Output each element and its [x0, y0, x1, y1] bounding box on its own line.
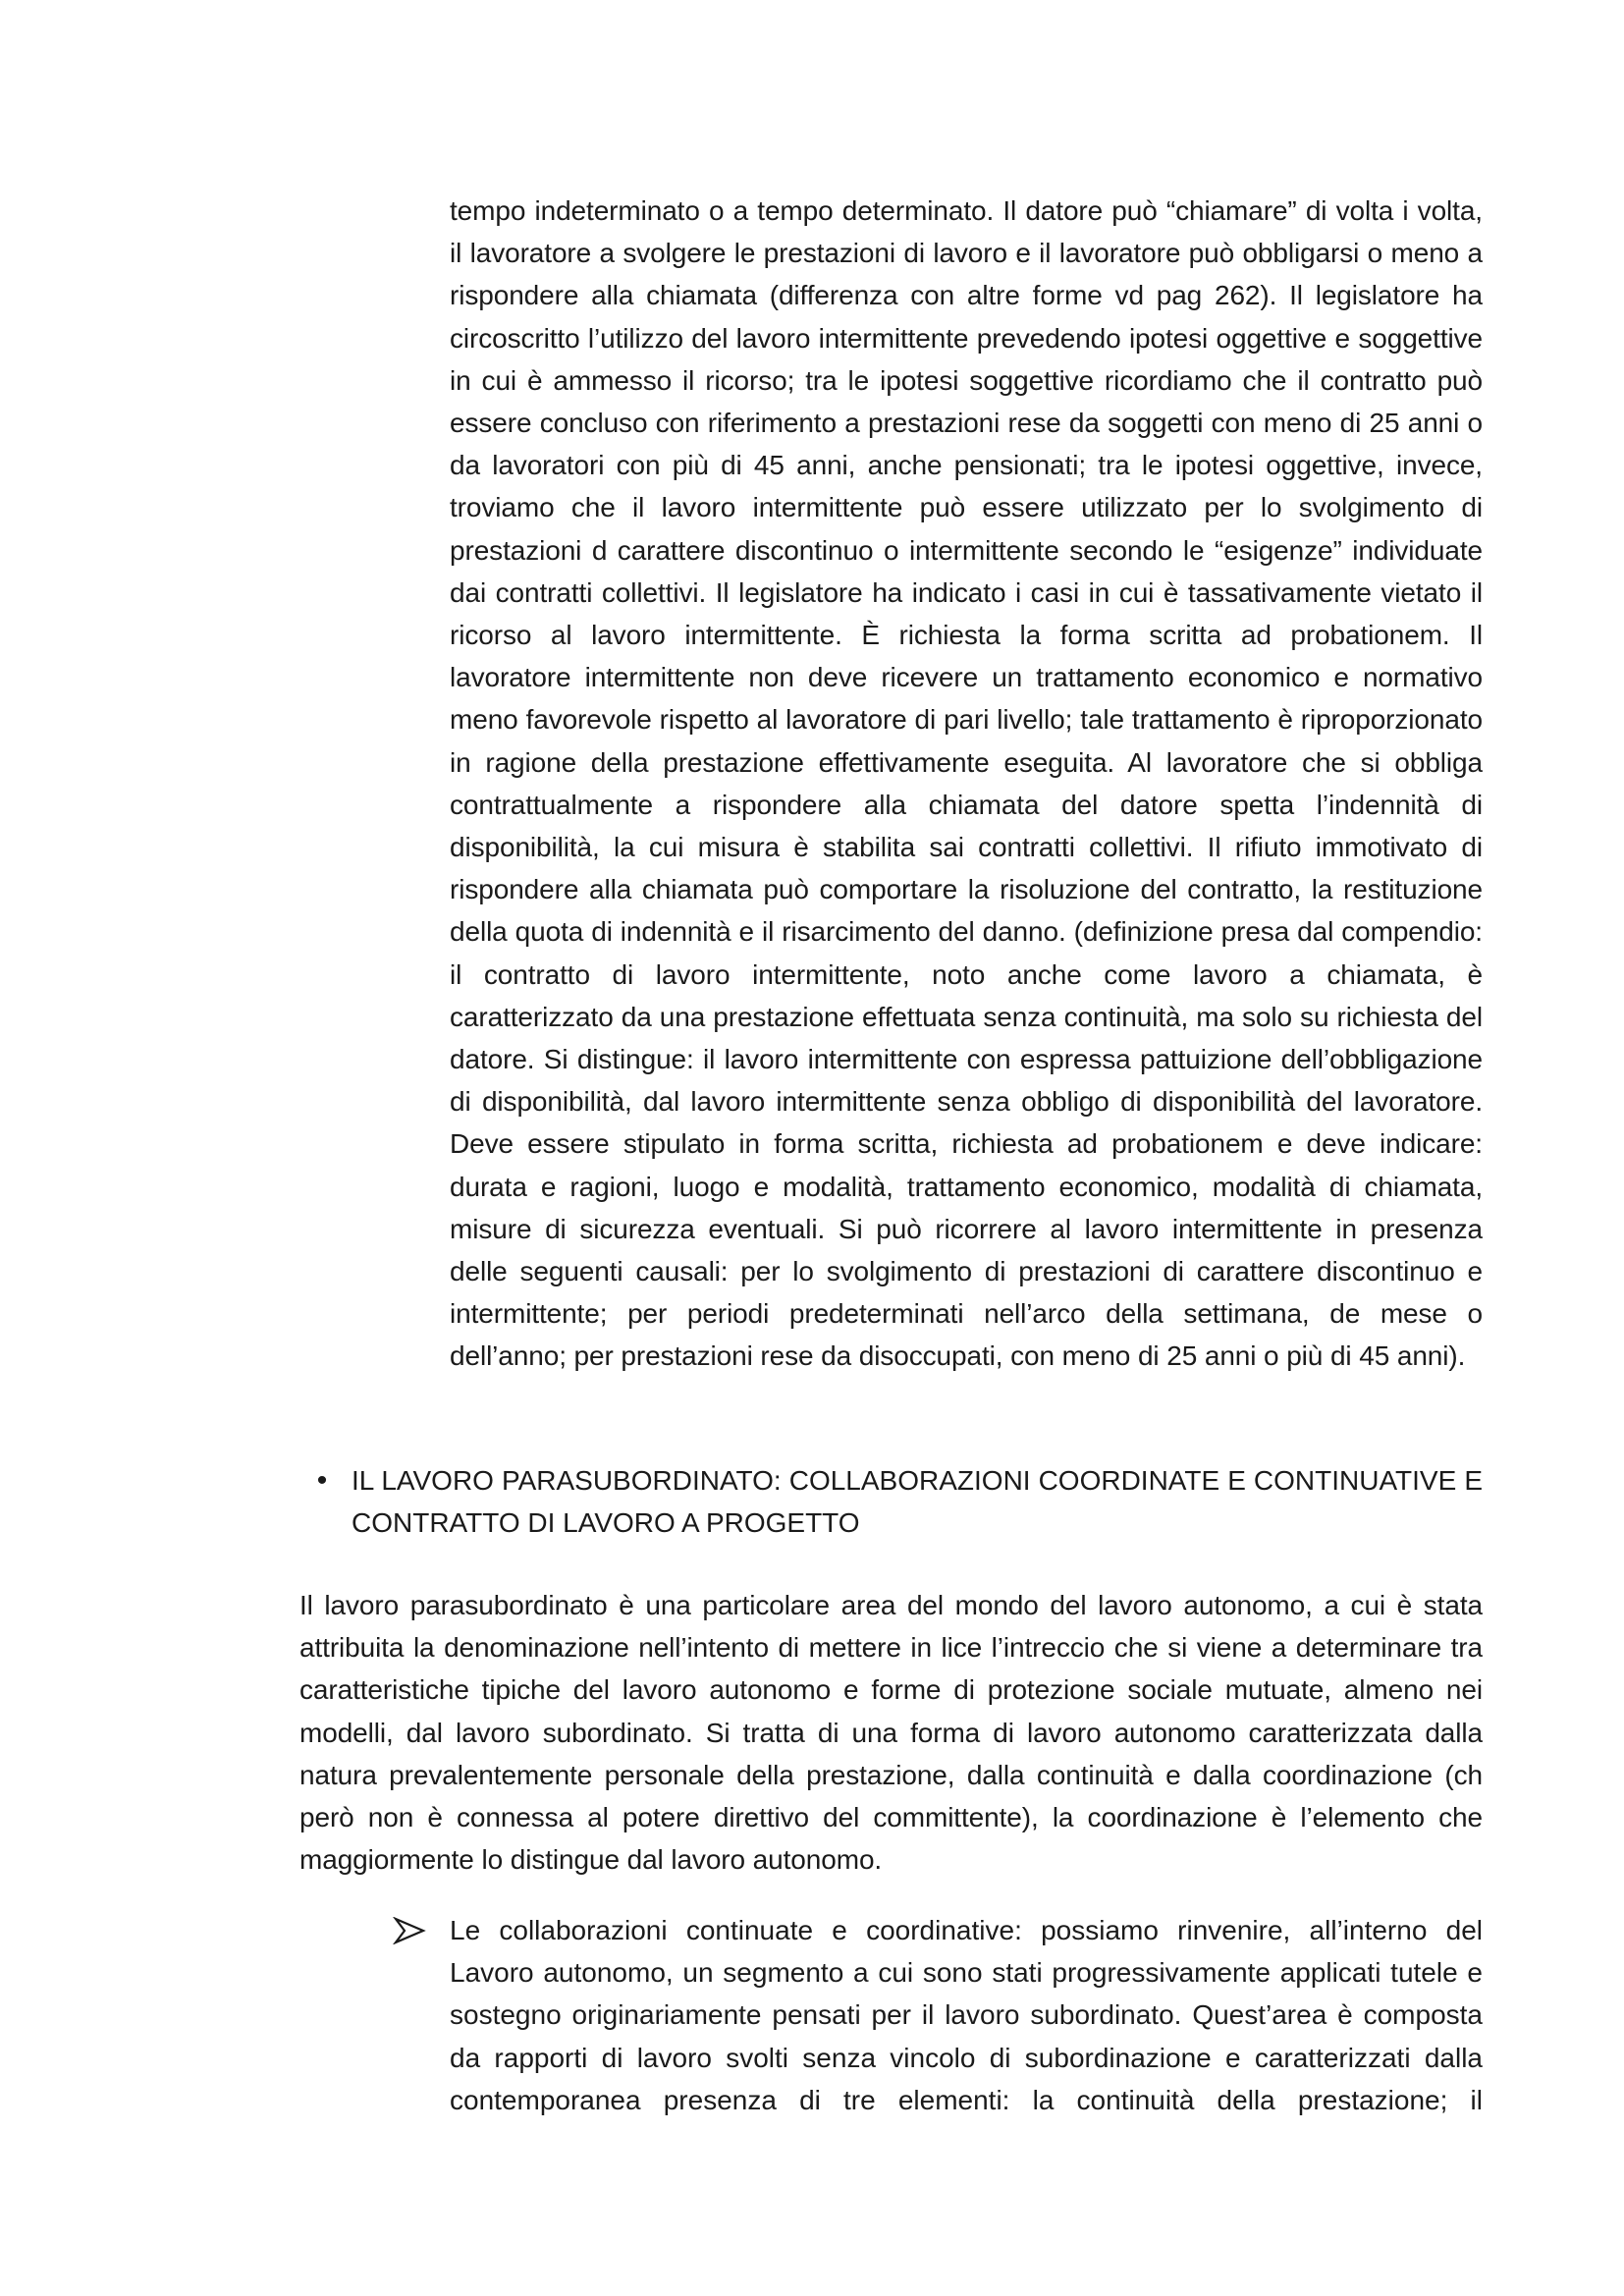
arrow-bullet-icon [393, 1917, 426, 1944]
paragraph-lavoro-intermittente: tempo indeterminato o a tempo determinato. Il datore può “chiamare” di volta i volta, il lavoratore a svolgere le prestazioni di lavoro e il lavoratore può obbligarsi o meno a rispondere alla chiamata (differenza con altre forme vd pag 262). Il legislatore ha circoscritto l’utilizzo del lavoro intermittente prevedendo ipotesi oggettive e soggettive in cui è ammesso il ricorso; tra le ipotesi soggettive ricordiamo che il contratto può essere concluso con riferimento a prestazioni rese da soggetti con meno di 25 anni o da lavoratori con più di 45 anni, anche pensionati; tra le ipotesi oggettive, invece, troviamo che il lavoro intermittente può essere utilizzato per lo svolgimento di prestazioni d carattere discontinuo o intermittente secondo le “esigenze” individuate dai contratti collettivi. Il legislatore ha indicato i casi in cui è tassativamente vietato il ricorso al lavoro intermittente. È richiesta la forma scritta ad probationem. Il lavoratore intermittente non deve ricevere un trattamento economico e normativo meno favorevole rispetto al lavoratore di pari livello; tale trattamento è riproporzionato in ragione della prestazione effettivamente eseguita. Al lavoratore che si obbliga contrattualmente a rispondere alla chiamata del datore spetta l’indennità di disponibilità, la cui misura è stabilita sai contratti collettivi. Il rifiuto immotivato di rispondere alla chiamata può comportare la risoluzione del contratto, la restituzione della quota di indennità e il risarcimento del danno. (definizione presa dal compendio: il contratto di lavoro intermittente, noto anche come lavoro a chiamata, è caratterizzato da una prestazione effettuata senza continuità, ma solo su richiesta del datore. Si distingue: il lavoro intermittente con espressa pattuizione dell’obbligazione di disponibilità, dal lavoro intermittente senza obbligo di disponibilità del lavoratore. Deve essere stipulato in forma scritta, richiesta ad probationem e deve indicare: durata e ragioni, luogo e modalità, trattamento economico, modalità di chiamata, misure di sicurezza eventuali. Si può ricorrere al lavoro intermittente in presenza delle seguenti causali: per lo svolgimento di prestazioni di carattere discontinuo e intermittente; per periodi predeterminati nell’arco della settimana, de mese o dell’anno; per prestazioni rese da disoccupati, con meno di 25 anni o più di 45 anni). [450, 195, 1483, 1372]
bullet-marker: • [316, 1464, 328, 1497]
bullet-heading-text: IL LAVORO PARASUBORDINATO: COLLABORAZIONI COORDINATE E CONTINUATIVE E CONTRATTO DI LAVORO A PROGETTO [352, 1465, 1483, 1539]
paragraph-lavoro-parasubordinato: Il lavoro parasubordinato è una particolare area del mondo del lavoro autonomo, a cui è stata attribuita la denominazione nell’intento di mettere in lice l’intreccio che si viene a determinare tra caratteristiche tipiche del lavoro autonomo e forme di protezione sociale mutuate, almeno nei modelli, dal lavoro subordinato. Si tratta di una forma di lavoro autonomo caratterizzata dalla natura prevalentemente personale della prestazione, dalla continuità e dalla coordinazione (ch però non è connessa al potere direttivo del committente), la coordinazione è l’elemento che maggiormente lo distingue dal lavoro autonomo. [299, 1590, 1483, 1876]
arrow-item-text: Le collaborazioni continuate e coordinative: possiamo rinvenire, all’interno del Lavoro autonomo, un segmento a cui sono stati progressivamente applicati tutele e sostegno originariamente pensati per il lavoro subordinato. Quest’area è composta da rapporti di lavoro svolti senza vincolo di subordinazione e caratterizzati dalla contemporanea presenza di tre elementi: la continuità della prestazione; il [450, 1915, 1483, 2115]
